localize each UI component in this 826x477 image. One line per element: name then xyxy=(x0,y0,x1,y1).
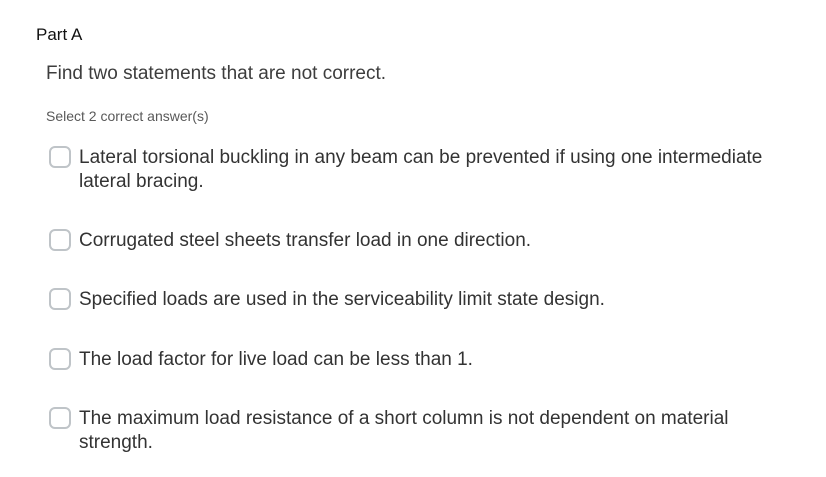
question-text: Find two statements that are not correct. xyxy=(46,63,387,84)
part-title: Part A xyxy=(36,25,83,44)
checkbox-option-4[interactable] xyxy=(49,348,71,370)
checkbox-option-5[interactable] xyxy=(49,407,71,429)
checkbox-option-1[interactable] xyxy=(49,146,71,168)
checkbox-option-2[interactable] xyxy=(49,229,71,251)
checkbox-option-3[interactable] xyxy=(49,288,71,310)
answer-option-2[interactable] xyxy=(49,229,769,253)
answer-option-4[interactable] xyxy=(49,348,769,372)
answer-instruction: Select 2 correct answer(s) xyxy=(46,108,209,124)
option-5-label[interactable]: The maximum load resistance of a short column is not dependent on material strength. xyxy=(79,408,729,453)
option-2-label[interactable]: Corrugated steel sheets transfer load in one direction. xyxy=(79,230,532,251)
option-3-label[interactable]: Specified loads are used in the serviceability limit state design. xyxy=(79,289,605,310)
answer-option-5[interactable] xyxy=(49,407,769,455)
option-1-label[interactable]: Lateral torsional buckling in any beam can be prevented if using one intermediate lateral bracing. xyxy=(79,147,763,192)
answer-option-3[interactable] xyxy=(49,288,769,312)
answer-option-1[interactable] xyxy=(49,146,769,194)
option-4-label[interactable]: The load factor for live load can be less than 1. xyxy=(79,349,473,370)
